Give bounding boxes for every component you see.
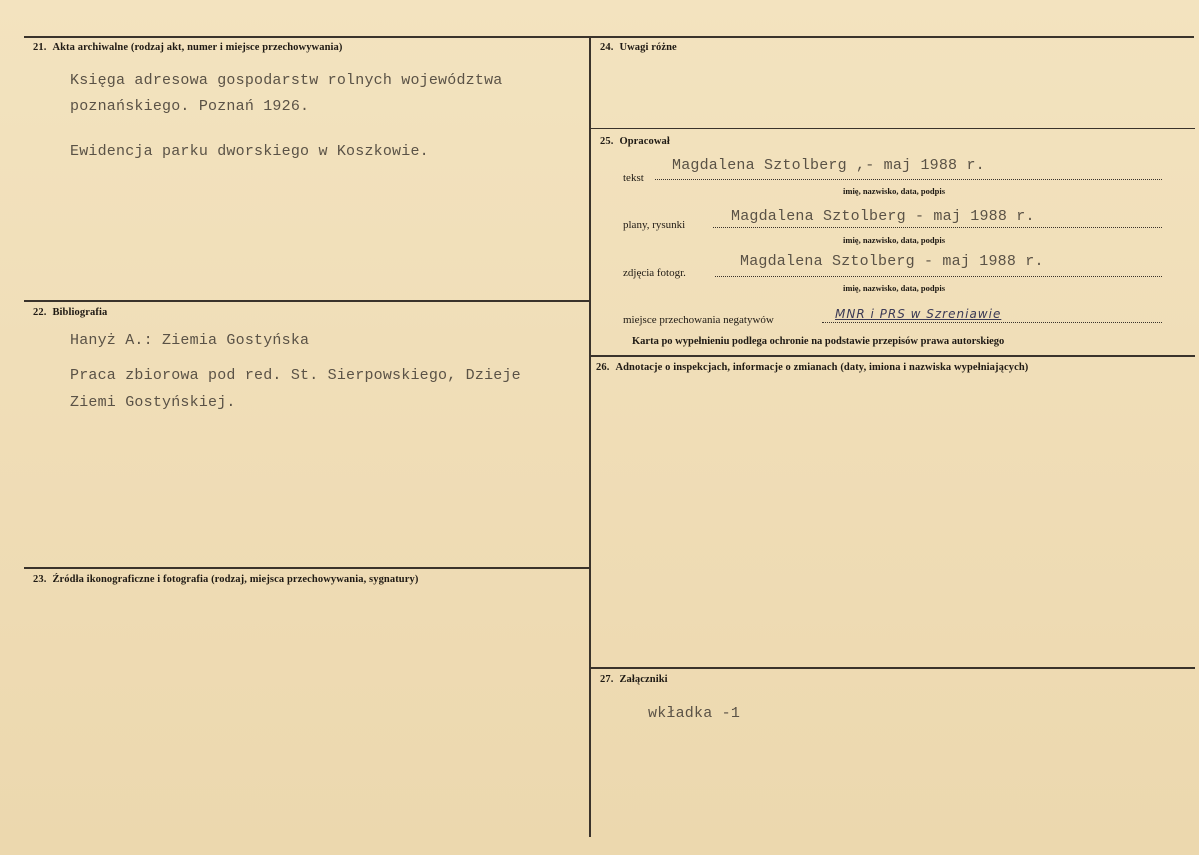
photos-author-caption: imię, nazwisko, data, podpis	[843, 283, 946, 293]
text-author-caption: imię, nazwisko, data, podpis	[843, 186, 946, 196]
divider-25-26	[590, 355, 1195, 357]
negatives-line	[822, 322, 1162, 323]
drawings-author-value: Magdalena Sztolberg - maj 1988 r.	[731, 208, 1035, 225]
bibliography-line-1: Hanyż A.: Ziemia Gostyńska	[70, 332, 310, 349]
copyright-note: Karta po wypełnieniu podlega ochronie na podstawie przepisów prawa autorskiego	[632, 336, 1005, 347]
drawings-author-line	[713, 227, 1162, 228]
bibliography-line-2: Praca zbiorowa pod red. St. Sierpowskiego, Dzieje	[70, 367, 521, 384]
section-22-number: 22.	[33, 307, 47, 318]
section-23-number: 23.	[33, 574, 47, 585]
negatives-value: MNR i PRS w Szreniawie	[835, 307, 1002, 321]
drawings-author-label: plany, rysunki	[623, 219, 686, 231]
section-23-title: Źródła ikonograficzne i fotografia (rodzaj, miejsca przechowywania, sygnatury)	[52, 574, 419, 585]
archive-line-3: Ewidencja parku dworskiego w Koszkowie.	[70, 143, 429, 160]
section-22-title: Bibliografia	[52, 307, 108, 318]
archive-line-2: poznańskiego. Poznań 1926.	[70, 98, 310, 115]
section-27-header	[600, 674, 668, 685]
divider-22-23	[24, 567, 590, 569]
negatives-label: miejsce przechowania negatywów	[623, 314, 774, 326]
section-25-number: 25.	[600, 136, 614, 147]
section-21-header	[33, 42, 343, 53]
section-25-title: Opracował	[619, 136, 670, 147]
section-26-number: 26.	[596, 362, 610, 373]
section-25-header	[600, 136, 670, 147]
text-author-line	[655, 179, 1162, 180]
section-21-title: Akta archiwalne (rodzaj akt, numer i miejsce przechowywania)	[52, 42, 343, 53]
section-24-header	[600, 42, 677, 53]
photos-author-line	[715, 276, 1162, 277]
drawings-author-caption: imię, nazwisko, data, podpis	[843, 235, 946, 245]
column-divider	[589, 37, 591, 837]
section-26-header	[596, 362, 1028, 373]
section-21-number: 21.	[33, 42, 47, 53]
section-27-title: Załączniki	[619, 674, 668, 685]
divider-26-27	[590, 667, 1195, 669]
photos-author-value: Magdalena Sztolberg - maj 1988 r.	[740, 253, 1044, 270]
attachments-value: wkładka -1	[648, 705, 741, 722]
divider-21-22	[24, 300, 590, 302]
photos-author-label: zdjęcia fotogr.	[623, 267, 686, 279]
section-22-header	[33, 307, 107, 318]
section-26-title: Adnotacje o inspekcjach, informacje o zmianach (daty, imiona i nazwiska wypełniających)	[615, 362, 1029, 373]
section-27-number: 27.	[600, 674, 614, 685]
archive-line-1: Księga adresowa gospodarstw rolnych województwa	[70, 72, 503, 89]
bibliography-line-3: Ziemi Gostyńskiej.	[70, 394, 236, 411]
top-border	[24, 36, 1194, 38]
divider-24-25	[590, 128, 1195, 129]
text-author-label: tekst	[623, 172, 644, 184]
section-24-number: 24.	[600, 42, 614, 53]
text-author-value: Magdalena Sztolberg ,- maj 1988 r.	[672, 157, 985, 174]
section-24-title: Uwagi różne	[619, 42, 677, 53]
section-23-header	[33, 574, 418, 585]
